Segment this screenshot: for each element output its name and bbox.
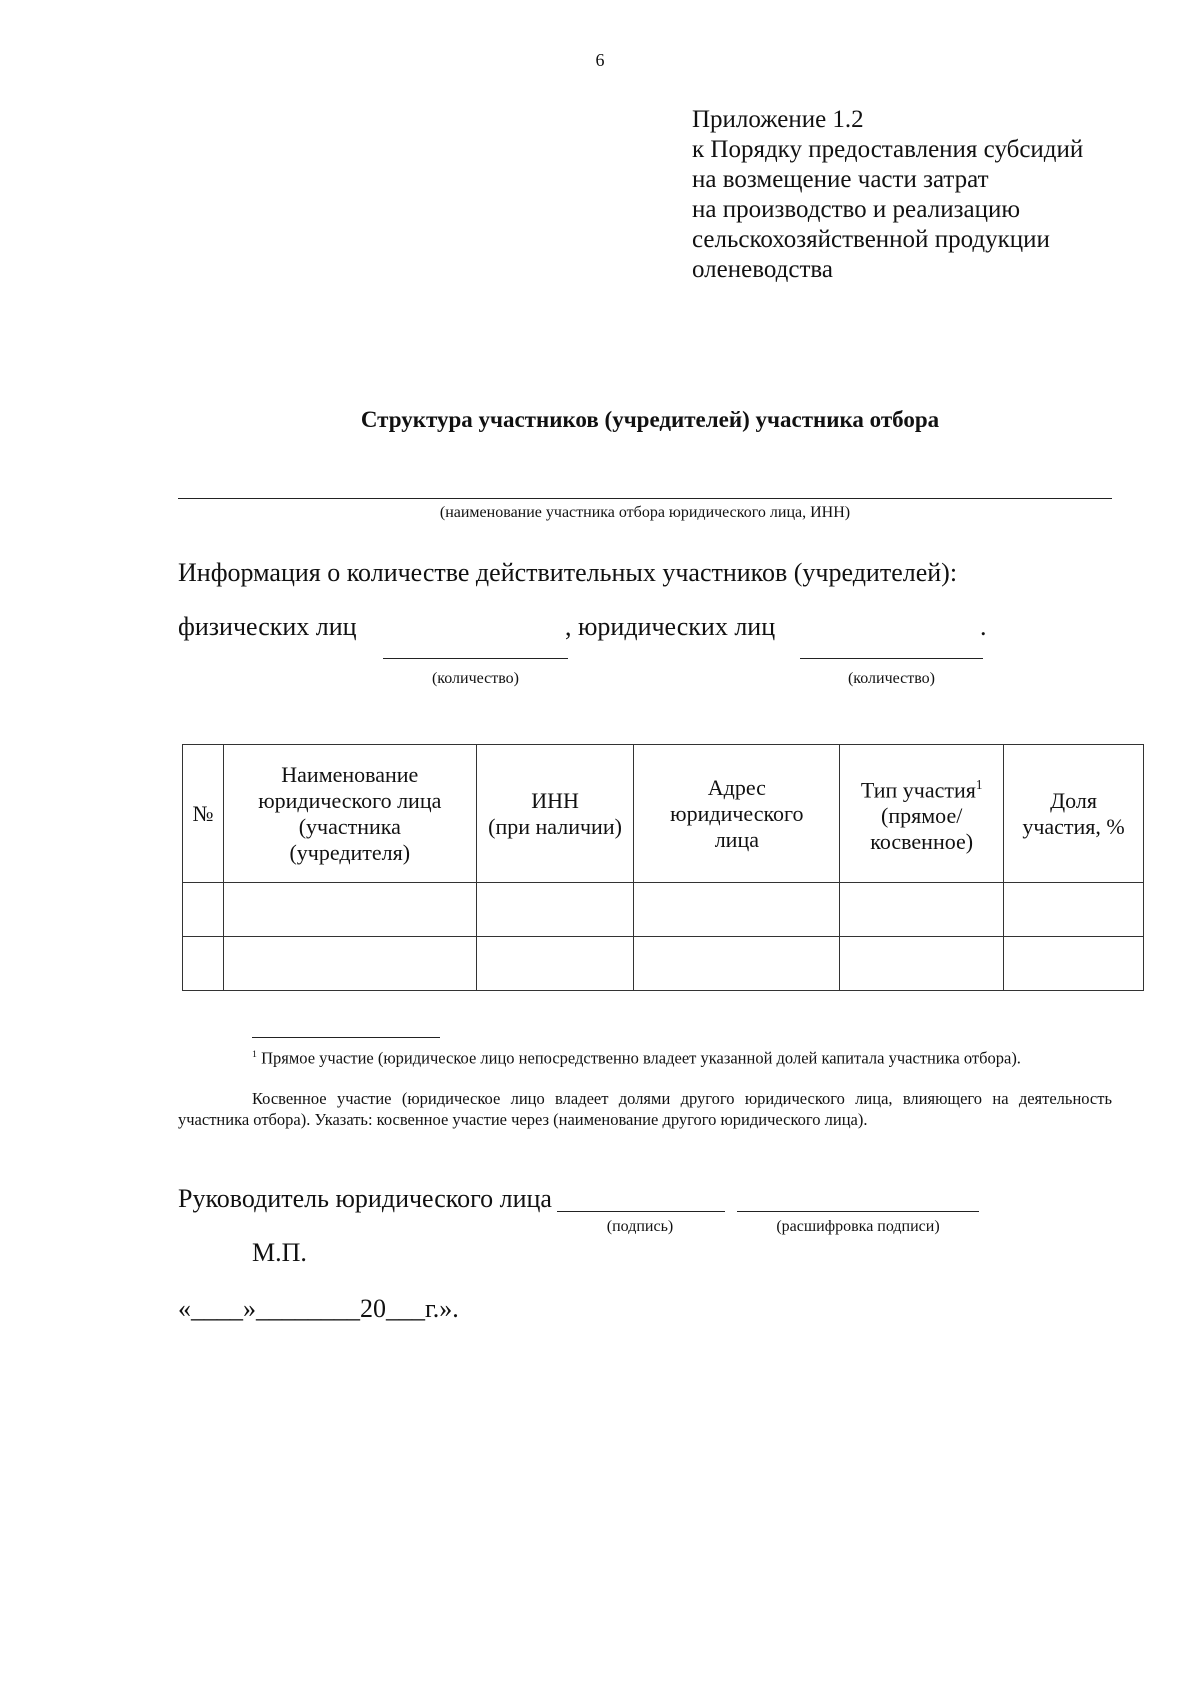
table-cell[interactable] [1004,883,1144,937]
signature-decoding-caption: (расшифровка подписи) [776,1218,940,1235]
head-of-entity-label: Руководитель юридического лица [178,1184,552,1213]
quantity-caption: (количество) [431,670,520,687]
appendix-block [692,105,1083,285]
legal-entities-label: , юридических лиц [565,612,776,641]
table-cell[interactable] [223,883,476,937]
footnote-marker: 1 [252,1049,257,1060]
info-heading: Информация о количестве действительных участников (учредителей): [178,558,958,587]
column-header-number: № [183,745,224,883]
signature-decoding-line[interactable] [737,1211,979,1212]
participants-table [182,744,1144,991]
appendix-line: оленеводства [692,256,833,283]
column-header-participation-type: Тип участия$^1$ (прямое/ косвенное) [840,745,1004,883]
appendix-line: Приложение 1.2 [692,106,864,133]
table-cell[interactable] [183,883,224,937]
table-cell[interactable] [476,883,634,937]
page-number: 6 [595,50,605,70]
signature-caption: (подпись) [606,1218,674,1235]
table-row [183,883,1144,937]
table-cell[interactable] [840,937,1004,991]
table-cell[interactable] [840,883,1004,937]
stamp-place: М.П. [252,1238,307,1267]
individuals-count-line[interactable] [383,658,568,659]
footnote-ref: 1 [975,776,983,792]
appendix-line: к Порядку предоставления субсидий [692,136,1084,163]
table-cell[interactable] [634,883,840,937]
appendix-line: на производство и реализацию [692,196,1021,223]
table-cell[interactable] [223,937,476,991]
end-mark: . [980,612,987,641]
participant-name-caption: (наименование участника отбора юридического лица, ИНН) [439,504,851,521]
column-header-name: Наименование юридического лица (участника (учредителя) [223,745,476,883]
table-cell[interactable] [1004,937,1144,991]
appendix-line: сельскохозяйственной продукции [692,226,1050,253]
footnote-indirect: Косвенное участие (юридическое лицо владеет долями другого юридического лица, влияющего на деятельность участника отбора). Указать: косвенное участие через (наименование другого юридического лица). [178,1089,1112,1129]
table-header-row [183,745,1144,883]
column-header-address: Адрес юридического лица [634,745,840,883]
signature-line[interactable] [557,1211,725,1212]
participant-name-line[interactable] [178,498,1112,499]
footnote-separator [252,1037,440,1038]
date-line[interactable]: «____»________20___г.». [178,1294,459,1323]
table-cell[interactable] [183,937,224,991]
quantity-caption: (количество) [847,670,936,687]
table-cell[interactable] [476,937,634,991]
table-cell[interactable] [634,937,840,991]
appendix-line: на возмещение части затрат [692,166,989,193]
footnote-direct: $^1$ Прямое участие (юридическое лицо непосредственно владеет указанной долей капитала участника отбора). [252,1048,1021,1068]
column-header-inn: ИНН (при наличии) [476,745,634,883]
table-row [183,937,1144,991]
legal-count-line[interactable] [800,658,983,659]
column-header-share: Доля участия, % [1004,745,1144,883]
document-title: Структура участников (учредителей) участника отбора [360,407,940,432]
individuals-label: физических лиц [178,612,357,641]
